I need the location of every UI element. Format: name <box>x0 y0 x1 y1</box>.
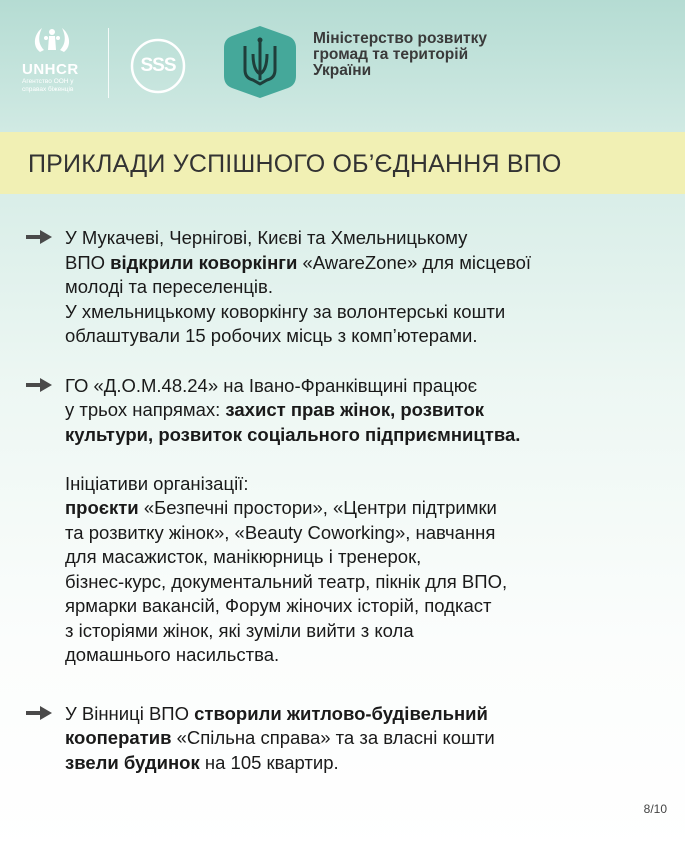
text-line <box>65 594 662 619</box>
trident-icon <box>222 24 298 100</box>
item-text <box>65 702 662 776</box>
text-run: У Вінниці ВПО <box>65 702 195 724</box>
text-line <box>65 751 662 776</box>
text-line <box>65 496 662 521</box>
bold-text: відкрили коворкінги <box>110 251 298 273</box>
logo-divider <box>108 28 109 98</box>
bold-text: звели будинок <box>65 751 200 773</box>
text-run: з історіями жінок, які зуміли вийти з кола <box>65 619 414 641</box>
unhcr-emblem-icon <box>22 24 82 54</box>
text-line <box>65 570 662 595</box>
text-line <box>65 545 662 570</box>
text-run: Ініціативи організації: <box>65 472 249 494</box>
bold-text: проєкти <box>65 497 139 518</box>
arrow-right-icon <box>24 229 54 245</box>
text-line <box>65 300 662 325</box>
text-run: У хмельницькому коворкінгу за волонтерські кошти <box>65 300 506 322</box>
unhcr-subtitle: Агентство ООН у справах біженців <box>22 78 74 93</box>
text-line <box>65 423 662 448</box>
sss-label: SSS <box>140 55 176 76</box>
bold-text: культури, розвиток соціального підприємництва. <box>65 423 521 445</box>
text-line <box>65 702 662 727</box>
text-run: «Безпечні простори», «Центри підтримки <box>138 497 497 518</box>
text-line <box>65 275 662 300</box>
text-line <box>65 521 662 546</box>
ministry-name: Міністерство розвитку громад та територій України <box>313 30 487 79</box>
list-item <box>22 702 662 776</box>
text-run: ВПО <box>65 251 111 273</box>
unhcr-logo <box>22 24 92 93</box>
text-line <box>65 619 662 644</box>
content <box>22 226 662 775</box>
text-run: на 105 квартир. <box>199 751 339 773</box>
page-title: ПРИКЛАДИ УСПІШНОГО ОБ’ЄДНАННЯ ВПО <box>28 150 562 178</box>
text-line <box>65 472 662 497</box>
text-line <box>65 324 662 349</box>
text-line <box>65 398 662 423</box>
arrow-right-icon <box>24 705 54 721</box>
item-text <box>65 226 662 349</box>
list-item <box>22 226 662 349</box>
text-run: молоді та переселенців. <box>65 276 274 297</box>
item-text <box>65 374 662 668</box>
text-run: «Спільна справа» та за власні кошти <box>171 727 495 748</box>
text-run: домашнього насильства. <box>65 644 280 665</box>
ministry-logo <box>222 24 298 105</box>
text-run: облаштували 15 робочих місць з комп’ютерами. <box>65 325 478 346</box>
header <box>0 0 685 126</box>
text-run: у трьох напрямах: <box>65 399 226 420</box>
text-line <box>65 374 662 399</box>
text-line <box>65 643 662 668</box>
text-run: для масажисток, манікюрниць і тренерок, <box>65 546 422 567</box>
text-run: «AwareZone» для місцевої <box>297 251 532 273</box>
list-item <box>22 374 662 668</box>
bold-text: кооператив <box>65 727 172 748</box>
bold-text: захист прав жінок, розвиток <box>225 399 485 420</box>
text-run: ярмарки вакансій, Форум жіночих історій, подкаст <box>65 595 492 616</box>
text-line <box>65 251 662 276</box>
text-line <box>65 726 662 751</box>
unhcr-name: UNHCR <box>22 61 79 78</box>
page-number: 8/10 <box>643 802 667 816</box>
text-run: та розвитку жінок», «Beauty Coworking», навчання <box>65 521 496 543</box>
text-line <box>65 226 662 251</box>
text-line <box>65 447 662 472</box>
arrow-right-icon <box>24 377 54 393</box>
sss-logo <box>130 38 186 99</box>
text-run: ГО «Д.О.М.48.24» на Івано-Франківщині працює <box>65 374 478 396</box>
text-run: бізнес-курс, документальний театр, пікнік для ВПО, <box>65 570 508 592</box>
bold-text: створили житлово-будівельний <box>194 702 488 724</box>
text-run: У Мукачеві, Чернігові, Києві та Хмельницькому <box>65 227 468 248</box>
